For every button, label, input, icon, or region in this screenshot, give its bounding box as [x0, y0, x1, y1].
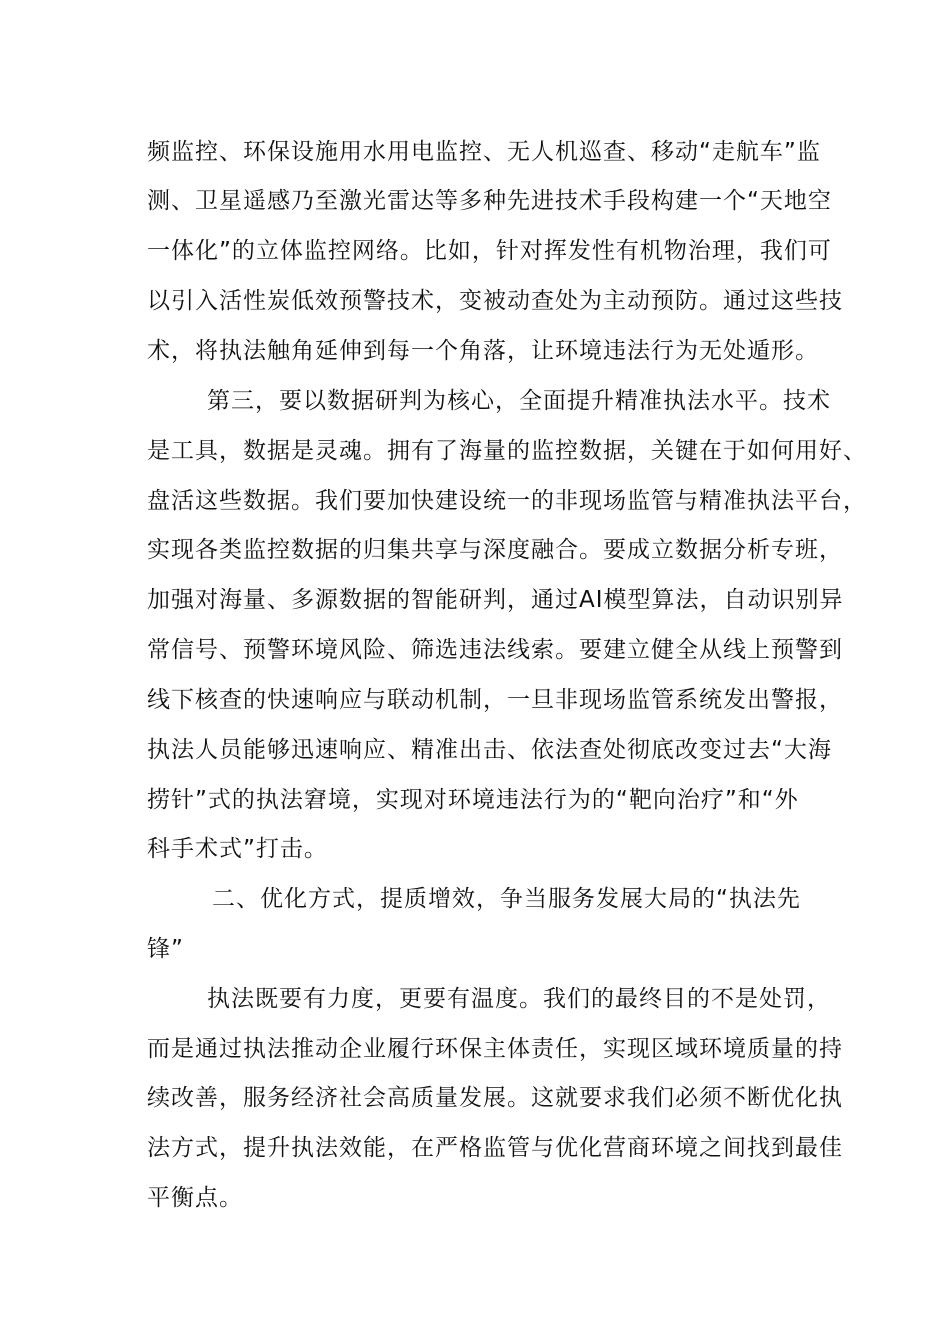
paragraph-2-line-4: 实现各类监控数据的归集共享与深度融合。要成立数据分析专班，: [147, 537, 843, 563]
paragraph-2-line-2: 是工具，数据是灵魂。拥有了海量的监控数据，关键在于如何用好、: [147, 438, 867, 464]
paragraph-1-line-4: 以引入活性炭低效预警技术，变被动查处为主动预防。通过这些技: [147, 288, 843, 314]
paragraph-1-line-2: 测、卫星遥感乃至激光雷达等多种先进技术手段构建一个“天地空: [147, 188, 832, 214]
paragraph-2-line-7: 线下核查的快速响应与联动机制，一旦非现场监管系统发出警报，: [147, 687, 843, 713]
paragraph-1-line-5: 术，将执法触角延伸到每一个角落，让环境违法行为无处遁形。: [147, 338, 819, 364]
paragraph-2-line-1: 第三，要以数据研判为核心，全面提升精准执法水平。技术: [207, 388, 831, 414]
paragraph-2-line-3: 盘活这些数据。我们要加快建设统一的非现场监管与精准执法平台，: [147, 488, 867, 514]
paragraph-3-line-4: 法方式，提升执法效能，在严格监管与优化营商环境之间找到最佳: [147, 1135, 843, 1161]
paragraph-3-line-5: 平衡点。: [147, 1185, 243, 1211]
paragraph-2-line-10: 科手术式”打击。: [147, 836, 328, 862]
paragraph-2-line-9: 捞针”式的执法窘境，实现对环境违法行为的“靶向治疗”和“外: [147, 787, 799, 813]
paragraph-2-line-6: 常信号、预警环境风险、筛选违法线索。要建立健全从线上预警到: [147, 637, 843, 663]
paragraph-3-line-3: 续改善，服务经济社会高质量发展。这就要求我们必须不断优化执: [147, 1085, 843, 1111]
paragraph-2-line-5: 加强对海量、多源数据的智能研判，通过AI模型算法，自动识别异: [147, 587, 844, 613]
section-heading-2-line-1: 二、优化方式，提质增效，争当服务发展大局的“执法先: [212, 886, 801, 912]
paragraph-3-line-1: 执法既要有力度，更要有温度。我们的最终目的不是处罚，: [207, 986, 831, 1012]
section-heading-2-line-2: 锋”: [147, 936, 184, 962]
paragraph-3-line-2: 而是通过执法推动企业履行环保主体责任，实现区域环境质量的持: [147, 1036, 843, 1062]
paragraph-2-line-8: 执法人员能够迅速响应、精准出击、依法查处彻底改变过去“大海: [147, 737, 832, 763]
paragraph-1-line-3: 一体化”的立体监控网络。比如，针对挥发性有机物治理，我们可: [147, 238, 832, 264]
paragraph-1-line-1: 频监控、环保设施用水用电监控、无人机巡查、移动“走航车”监: [147, 139, 821, 165]
